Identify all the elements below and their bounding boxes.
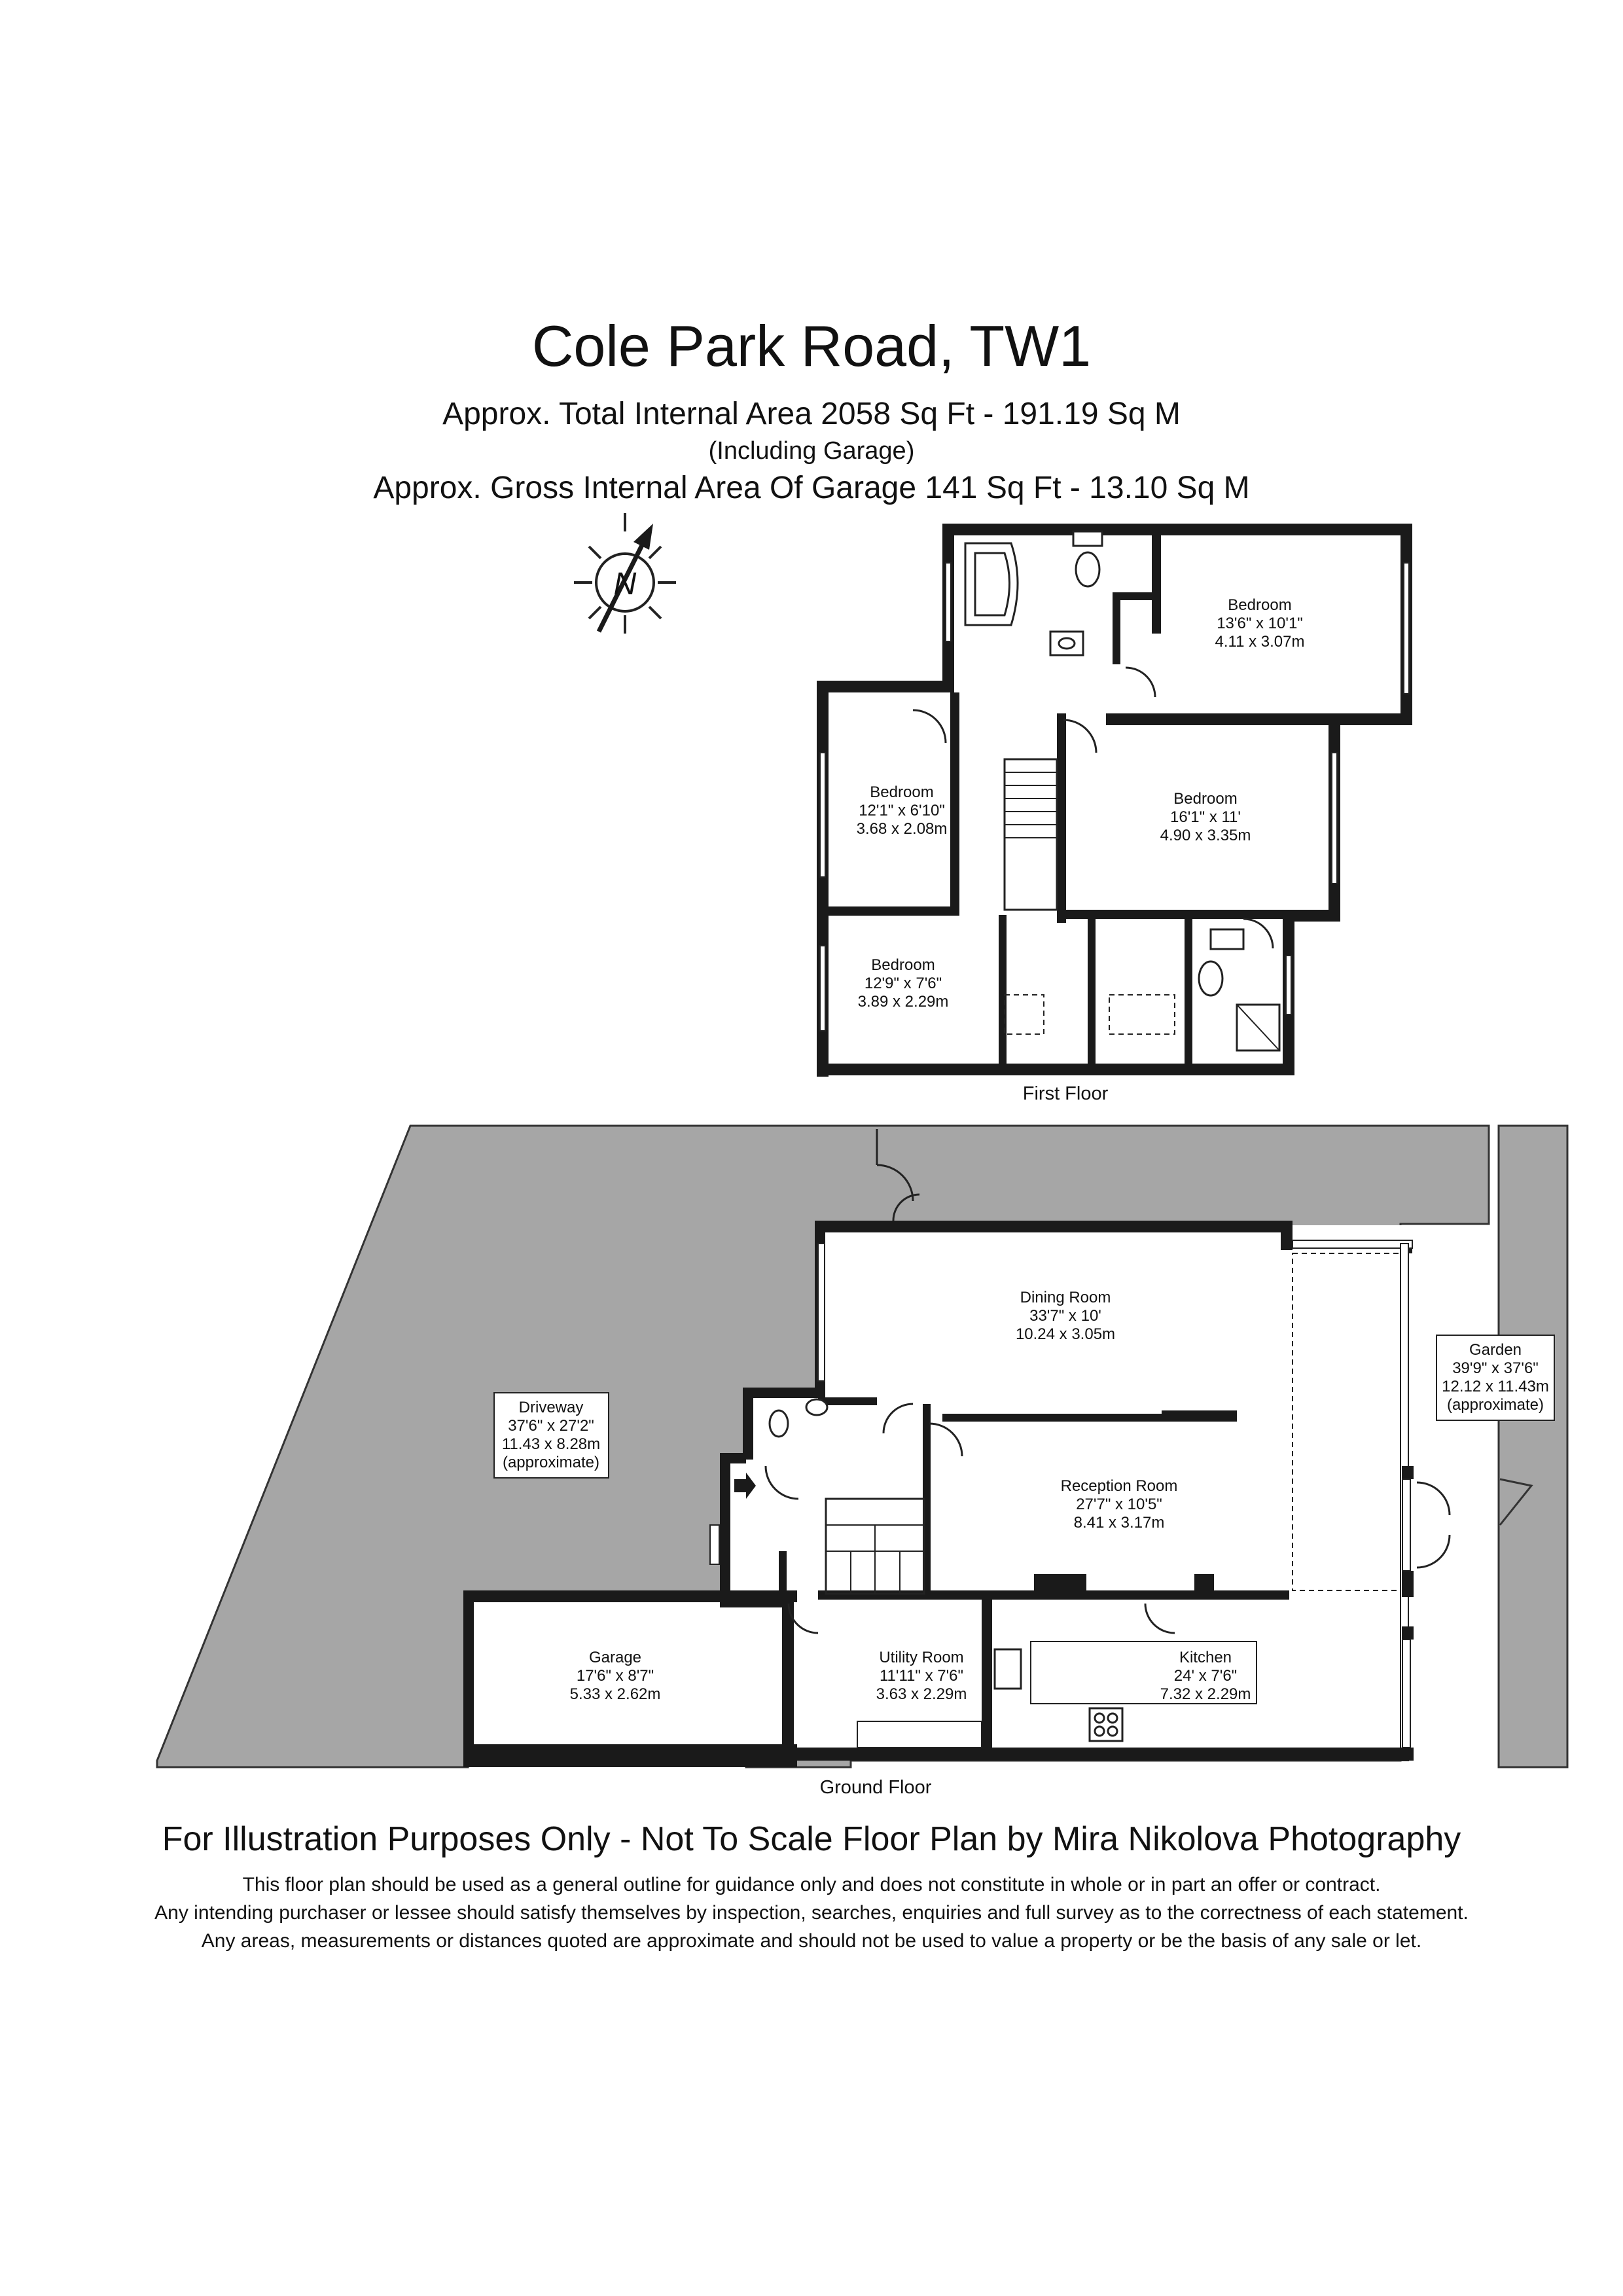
room-imperial: 27'7" x 10'5" [1076,1496,1162,1513]
disclaimer-line: Any areas, measurements or distances quoted are approximate and should not be used to value a property or be the basis of any sale or let. [201,1930,1422,1952]
room-name: Bedroom [1173,790,1238,808]
room-name: Bedroom [870,783,934,801]
room-metric: 5.33 x 2.62m [569,1685,661,1703]
credit-line: For Illustration Purposes Only - Not To Scale Floor Plan by Mira Nikolova Photography [162,1820,1461,1858]
room-name: Kitchen [1179,1649,1232,1666]
room-metric: 7.32 x 2.29m [1160,1685,1251,1703]
garage-area-text: Approx. Gross Internal Area Of Garage 141 Sq Ft - 13.10 Sq M [373,471,1250,505]
compass-letter: N [613,567,637,601]
room-imperial: 37'6" x 27'2" [508,1417,594,1435]
room-imperial: 12'1" x 6'10" [859,802,945,819]
north-compass-icon [574,513,676,634]
disclaimer-line: This floor plan should be used as a general outline for guidance only and does not constitute in whole or in part an offer or contract. [242,1874,1381,1895]
room-metric: 12.12 x 11.43m [1442,1378,1549,1395]
disclaimer-line: Any intending purchaser or lessee should satisfy themselves by inspection, searches, enquiries and full survey as to the correctness of each statement. [154,1902,1469,1924]
room-name: Reception Room [1060,1477,1178,1495]
room-name: Utility Room [879,1649,964,1666]
room-name: Dining Room [1020,1289,1111,1306]
room-name: Garage [588,1649,642,1666]
room-note: (approximate) [1446,1396,1544,1414]
first-floor-plan [817,524,1412,1077]
room-imperial: 17'6" x 8'7" [576,1667,654,1685]
room-metric: 10.24 x 3.05m [1015,1325,1116,1343]
room-imperial: 16'1" x 11' [1170,808,1241,826]
room-imperial: 33'7" x 10' [1029,1307,1101,1325]
including-garage-text: (Including Garage) [708,437,915,465]
room-imperial: 11'11" x 7'6" [879,1667,964,1685]
room-metric: 3.63 x 2.29m [876,1685,967,1703]
room-name: Bedroom [871,956,935,974]
room-name: Garden [1469,1341,1522,1359]
room-imperial: 24' x 7'6" [1173,1667,1238,1685]
first-floor-label: First Floor [1022,1083,1109,1104]
plan-title: Cole Park Road, TW1 [531,314,1092,378]
room-imperial: 39'9" x 37'6" [1452,1359,1539,1377]
ground-floor-label: Ground Floor [819,1777,932,1798]
room-name: Driveway [518,1399,584,1416]
room-metric: 11.43 x 8.28m [501,1435,601,1453]
room-imperial: 12'9" x 7'6" [864,975,942,992]
total-area-text: Approx. Total Internal Area 2058 Sq Ft - 191.19 Sq M [442,397,1181,431]
room-metric: 4.90 x 3.35m [1160,827,1251,844]
ground-floor-plan [157,1126,1567,1767]
room-name: Bedroom [1228,596,1292,614]
room-metric: 3.89 x 2.29m [857,993,949,1011]
room-metric: 3.68 x 2.08m [856,820,948,838]
room-imperial: 13'6" x 10'1" [1217,615,1303,632]
room-metric: 8.41 x 3.17m [1073,1514,1165,1532]
room-note: (approximate) [502,1454,600,1471]
room-metric: 4.11 x 3.07m [1215,633,1305,651]
